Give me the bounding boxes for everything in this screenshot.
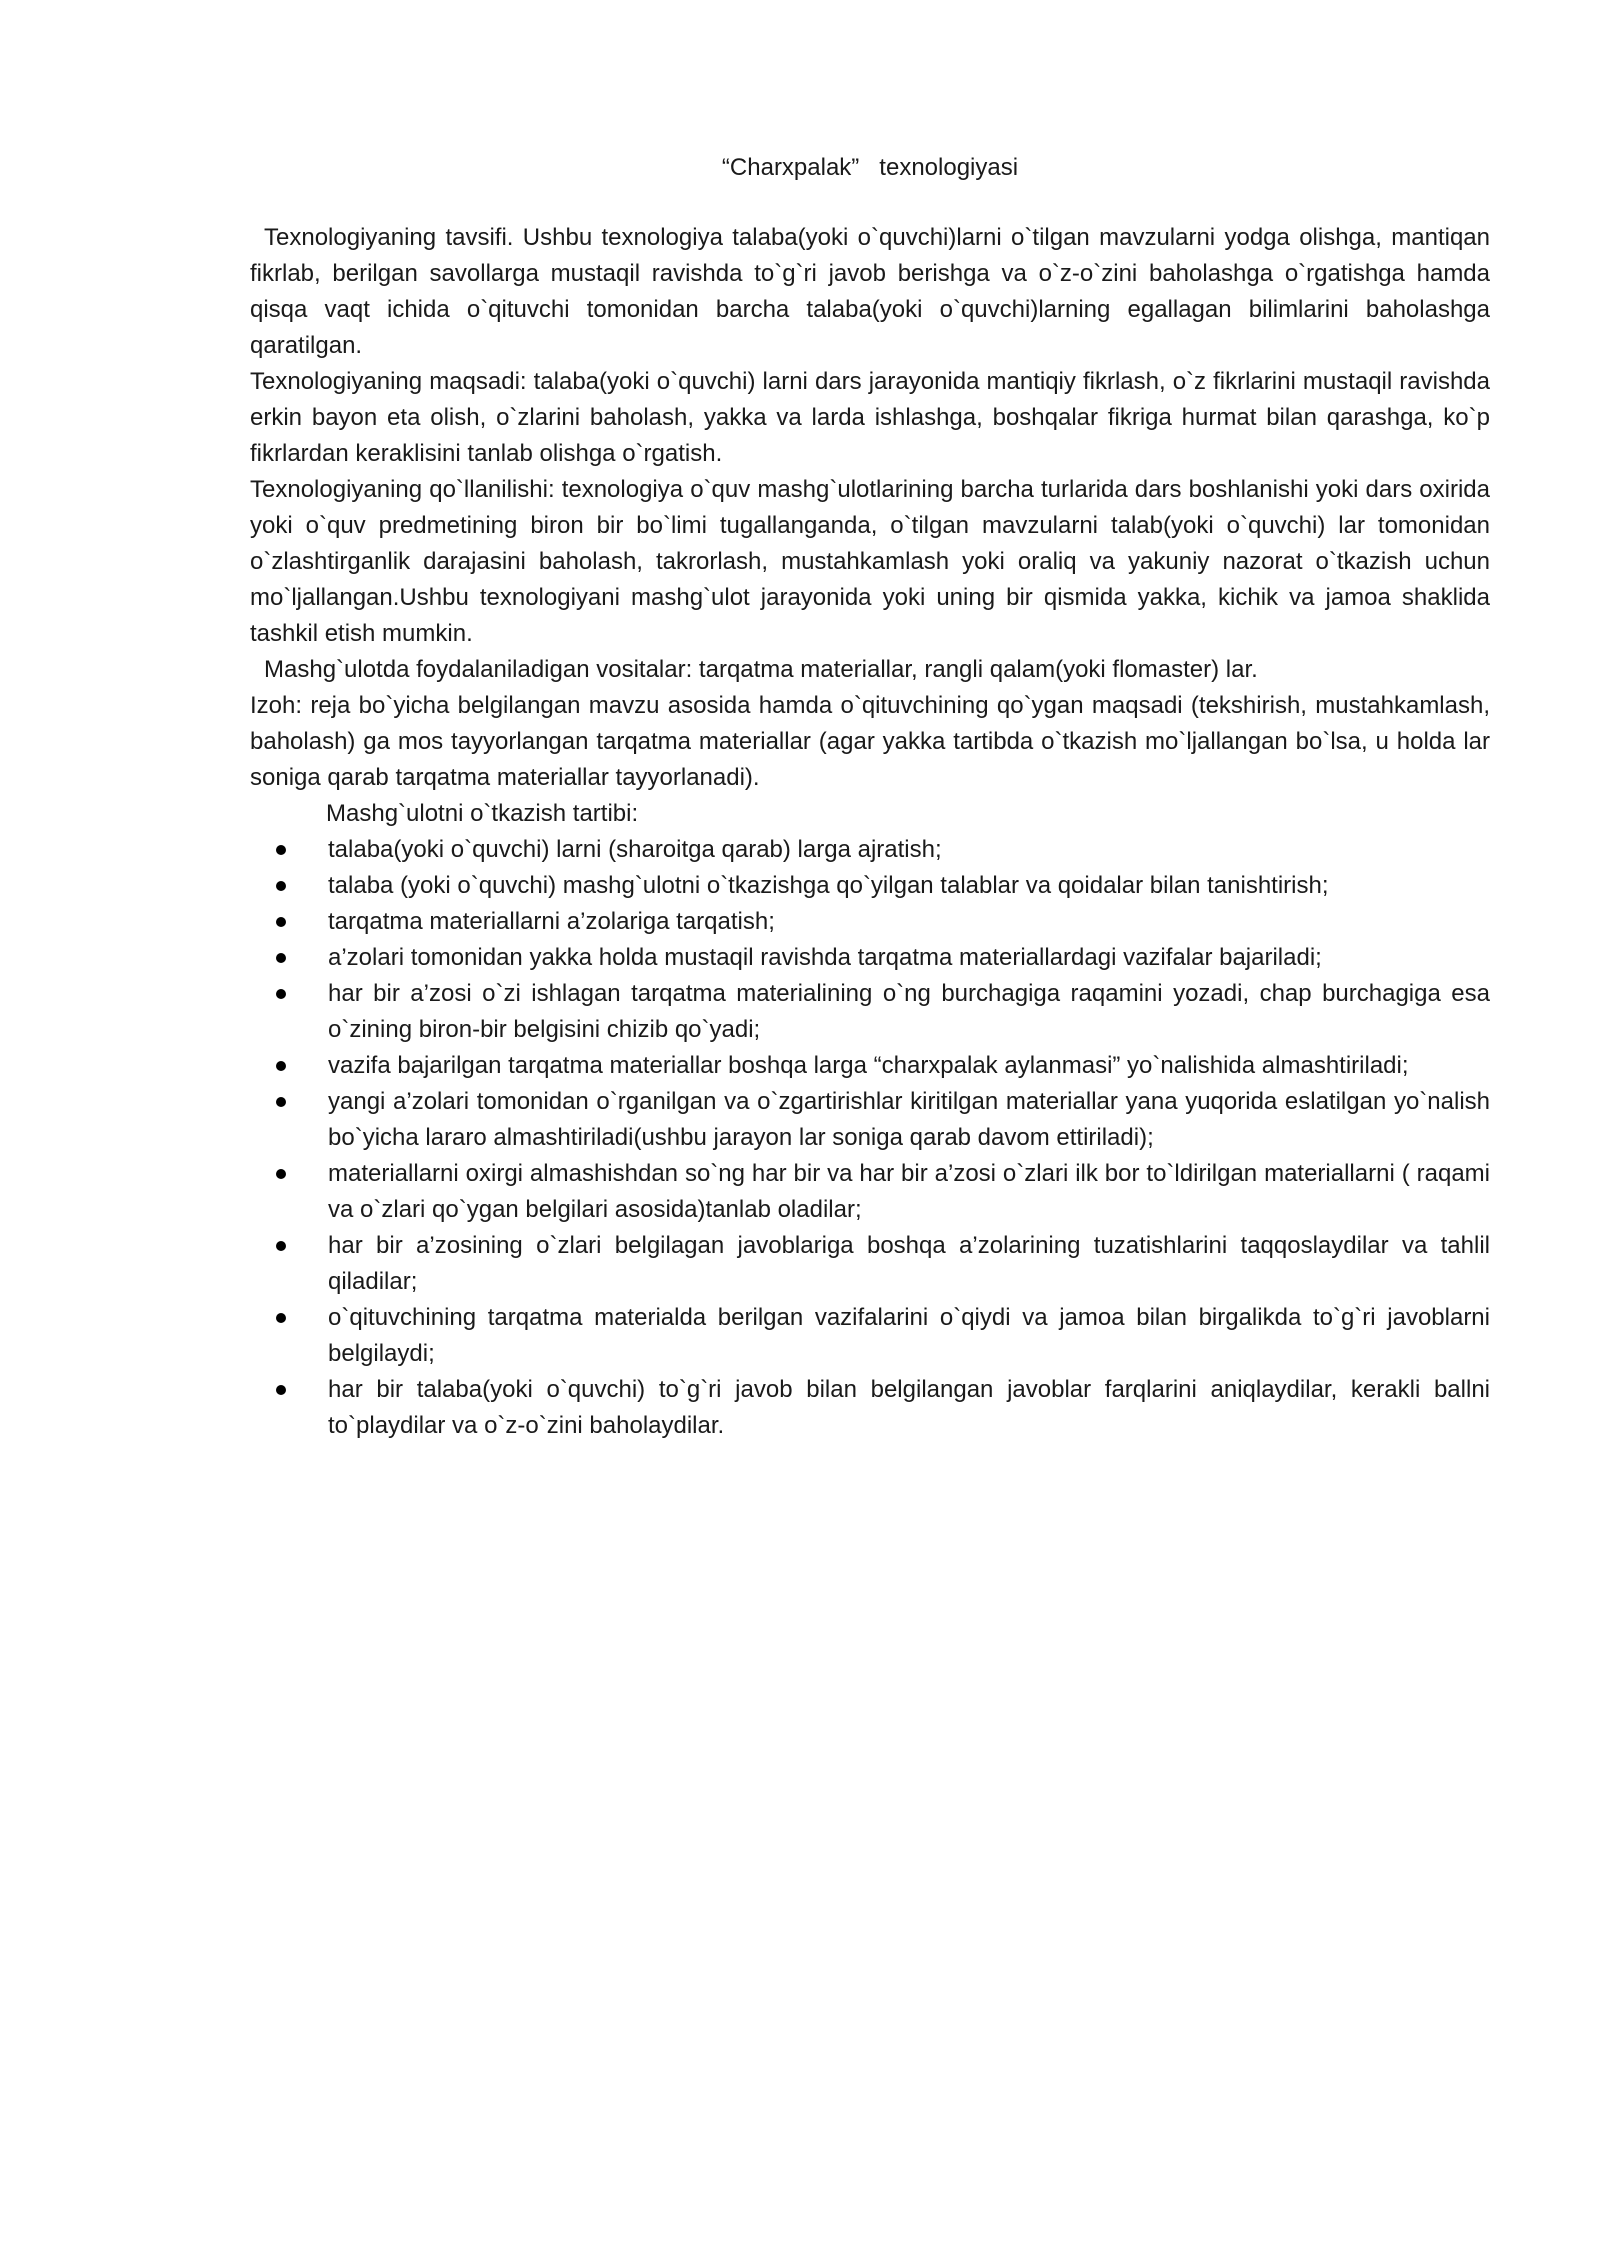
list-item-text: o`qituvchining tarqatma materialda berilgan vazifalarini o`qiydi va jamoa bilan birgalikda to`g`ri javoblarni belgilaydi; xyxy=(328,1304,1490,1367)
list-item xyxy=(250,940,1490,976)
paragraph-application: Texnologiyaning qo`llanilishi: texnologiya o`quv mashg`ulotlarining barcha turlarida dars boshlanishi yoki dars oxirida yoki o`quv predmetining biron bir bo`limi tugallanganda, o`tilgan mavzularni talab(yoki o`quvchi) lar tomonidan o`zlashtirganlik darajasini baholash, takrorlash, mustahkamlash yoki oraliq va yakuniy nazorat o`tkazish uchun mo`ljallangan.Ushbu texnologiyani mashg`ulot jarayonida yoki uning bir qismida yakka, kichik va jamoa shaklida tashkil etish mumkin. xyxy=(250,476,1490,647)
list-item-text: vazifa bajarilgan tarqatma materiallar boshqa larga “charxpalak aylanmasi” yo`nalishida almashtiriladi; xyxy=(328,1052,1409,1079)
bullet-icon xyxy=(276,1241,286,1251)
procedure-list xyxy=(250,832,1490,1444)
bullet-icon xyxy=(276,989,286,999)
paragraph-goal: Texnologiyaning maqsadi: talaba(yoki o`quvchi) larni dars jarayonida mantiqiy fikrlash, o`z fikrlarini mustaqil ravishda erkin bayon eta olish, o`zlarini baholash, yakka va larda ishlashga, boshqalar fikriga hurmat bilan qarashga, ko`p fikrlardan keraklisini tanlab olishga o`rgatish. xyxy=(250,368,1490,467)
list-item xyxy=(250,1048,1490,1084)
list-item-text: har bir a’zosi o`zi ishlagan tarqatma materialining o`ng burchagiga raqamini yozadi, chap burchagiga esa o`zining biron-bir belgisini chizib qo`yadi; xyxy=(328,980,1490,1043)
bullet-icon xyxy=(276,1061,286,1071)
paragraph-tools: Mashg`ulotda foydalaniladigan vositalar: tarqatma materiallar, rangli qalam(yoki flomaster) lar. xyxy=(264,656,1258,683)
bullet-icon xyxy=(276,953,286,963)
document-title: “Charxpalak” texnologiyasi xyxy=(721,154,1019,181)
list-item xyxy=(250,868,1490,904)
list-item xyxy=(250,976,1490,1048)
paragraph-description: Texnologiyaning tavsifi. Ushbu texnologiya talaba(yoki o`quvchi)larni o`tilgan mavzularni yodga olishga, mantiqan fikrlab, berilgan savollarga mustaqil ravishda to`g`ri javob berishga va o`z-o`zini baholashga o`rgatishga hamda qisqa vaqt ichida o`qituvchi tomonidan barcha talaba(yoki o`quvchi)larning egallagan bilimlarini baholashga qaratilgan. xyxy=(250,224,1490,359)
list-item xyxy=(250,904,1490,940)
bullet-icon xyxy=(276,1097,286,1107)
bullet-icon xyxy=(276,1385,286,1395)
document-body xyxy=(250,150,1490,1444)
list-item-text: a’zolari tomonidan yakka holda mustaqil ravishda tarqatma materiallardagi vazifalar bajariladi; xyxy=(328,944,1322,971)
bullet-icon xyxy=(276,1169,286,1179)
list-item xyxy=(250,1228,1490,1300)
bullet-icon xyxy=(276,845,286,855)
list-item-text: yangi a’zolari tomonidan o`rganilgan va o`zgartirishlar kiritilgan materiallar yana yuqorida eslatilgan yo`nalish bo`yicha lararo almashtiriladi(ushbu jarayon lar soniga qarab davom ettiriladi); xyxy=(328,1088,1490,1151)
list-item xyxy=(250,1372,1490,1444)
list-item xyxy=(250,1084,1490,1156)
list-item-text: talaba (yoki o`quvchi) mashg`ulotni o`tkazishga qo`yilgan talablar va qoidalar bilan tanishtirish; xyxy=(328,872,1329,899)
list-item xyxy=(250,832,1490,868)
list-item xyxy=(250,1300,1490,1372)
bullet-icon xyxy=(276,1313,286,1323)
bullet-icon xyxy=(276,917,286,927)
bullet-icon xyxy=(276,881,286,891)
list-item xyxy=(250,1156,1490,1228)
list-item-text: materiallarni oxirgi almashishdan so`ng har bir va har bir a’zosi o`zlari ilk bor to`ldirilgan materiallarni ( raqami va o`zlari qo`ygan belgilari asosida)tanlab oladilar; xyxy=(328,1160,1490,1223)
list-item-text: tarqatma materiallarni a’zolariga tarqatish; xyxy=(328,908,775,935)
list-item-text: talaba(yoki o`quvchi) larni (sharoitga qarab) larga ajratish; xyxy=(328,836,942,863)
paragraph-procedure-heading: Mashg`ulotni o`tkazish tartibi: xyxy=(326,800,639,827)
paragraph-note: Izoh: reja bo`yicha belgilangan mavzu asosida hamda o`qituvchining qo`ygan maqsadi (tekshirish, mustahkamlash, baholash) ga mos tayyorlangan tarqatma materiallar (agar yakka tartibda o`tkazish mo`ljallangan bo`lsa, u holda lar soniga qarab tarqatma materiallar tayyorlanadi). xyxy=(250,692,1490,791)
list-item-text: har bir talaba(yoki o`quvchi) to`g`ri javob bilan belgilangan javoblar farqlarini aniqlaydilar, kerakli ballni to`playdilar va o`z-o`zini baholaydilar. xyxy=(328,1376,1490,1439)
list-item-text: har bir a’zosining o`zlari belgilagan javoblariga boshqa a’zolarining tuzatishlarini taqqoslaydilar va tahlil qiladilar; xyxy=(328,1232,1490,1295)
